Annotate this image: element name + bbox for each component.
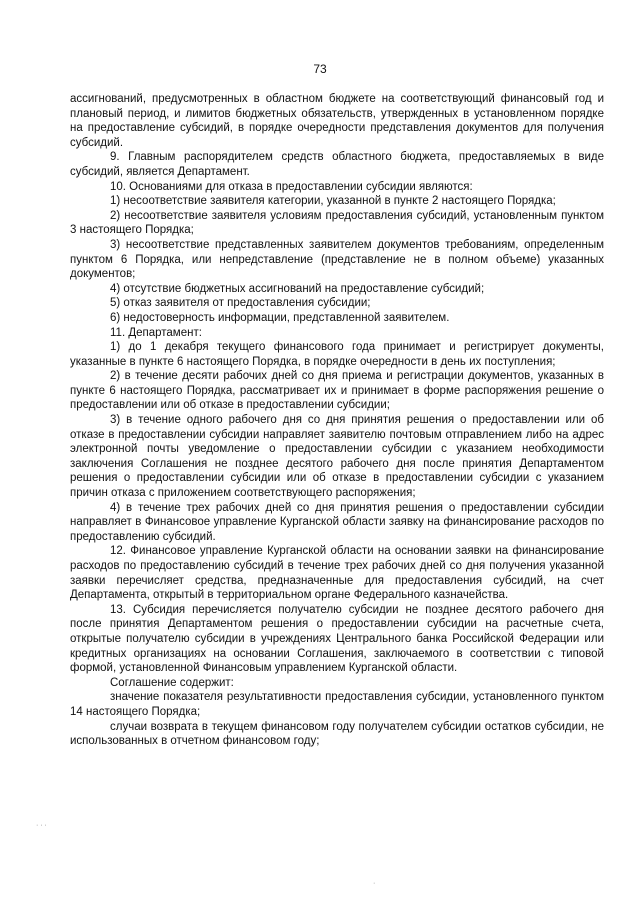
scan-speck: · · ·	[36, 822, 47, 829]
paragraph: 5) отказ заявителя от предоставления субсидии;	[110, 297, 371, 310]
scan-speck: ·	[373, 880, 376, 887]
paragraph: 2) несоответствие заявителя условиям предоставления субсидий, установленным пунктом 3 настоящего Порядка;	[70, 209, 604, 237]
paragraph: значение показателя результативности предоставления субсидии, установленного пунктом 14 настоящего Порядка;	[70, 691, 604, 718]
paragraph: 12. Финансовое управление Курганской области на основании заявки на финансирование расходов по предоставлению субсидий в течение трех рабочих дней со дня получения указанной заявки перечисляет средства, предназначенные для предоставления субсидий, на счет Департамента, открытый в территориальном органе Федерального казначейства.	[70, 545, 604, 602]
page-number: 73	[313, 62, 327, 76]
paragraph: 9. Главным распорядителем средств областного бюджета, предоставляемых в виде субсидий, является Департамент.	[70, 151, 604, 178]
paragraph: Соглашение содержит:	[110, 676, 234, 689]
paragraph: 1) до 1 декабря текущего финансового года принимает и регистрирует документы, указанные в пункте 6 настоящего Порядка, в порядке очередности в день их поступления;	[70, 341, 604, 368]
paragraph: ассигнований, предусмотренных в областном бюджете на соответствующий финансовый год и плановый период, и лимитов бюджетных обязательств, утвержденных в установленном порядке на предоставление субсидий, в порядке очередности представления документов для получения субсидий.	[70, 93, 604, 149]
paragraph: 1) несоответствие заявителя категории, указанной в пункте 2 настоящего Порядка;	[110, 195, 556, 208]
paragraph: 2) в течение десяти рабочих дней со дня приема и регистрации документов, указанных в пункте 6 настоящего Порядка, рассматривает их и принимает в форме распоряжения решение о предоставлении или об отказе в предоставлении субсидии;	[70, 370, 604, 412]
paragraph: 6) недостоверность информации, представленной заявителем.	[110, 311, 450, 324]
paragraph: 11. Департамент:	[110, 326, 202, 339]
paragraph: случаи возврата в текущем финансовом году получателем субсидии остатков субсидии, не использованных в отчетном финансовом году;	[70, 720, 604, 748]
paragraph: 4) отсутствие бюджетных ассигнований на предоставление субсидий;	[110, 282, 485, 295]
paragraph: 3) в течение одного рабочего дня со дня принятия решения о предоставлении или об отказе в предоставлении субсидии направляет заявителю почтовым отправлением либо на адрес электронной почты уведомление о предоставлении субсидии с указанием необходимости заключения Соглашения не позднее десятого рабочего дня после принятия Департаментом решения о предоставлении субсидии или об отказе в предоставлении субсидии с указанием причин отказа с приложением соответствующего распоряжения;	[70, 414, 604, 500]
paragraph: 4) в течение трех рабочих дней со дня принятия решения о предоставлении субсидии направляет в Финансовое управление Курганской области заявку на финансирование расходов по предоставлению субсидий.	[70, 501, 604, 543]
paragraph: 3) несоответствие представленных заявителем документов требованиям, определенным пунктом 6 Порядка, или непредставление (представление не в полном объеме) указанных документов;	[70, 238, 604, 281]
paragraph: 13. Субсидия перечисляется получателю субсидии не позднее десятого рабочего дня после принятия Департаментом решения о предоставлении субсидии на расчетные счета, открытые получателю субсидии в учреждениях Центрального банка Российской Федерации или кредитных организациях на основании Соглашения, заключаемого в соответствии с типовой формой, установленной Финансовым управлением Курганской области.	[70, 603, 604, 675]
paragraph: 10. Основаниями для отказа в предоставлении субсидии являются:	[110, 180, 473, 193]
document-body	[70, 92, 604, 749]
